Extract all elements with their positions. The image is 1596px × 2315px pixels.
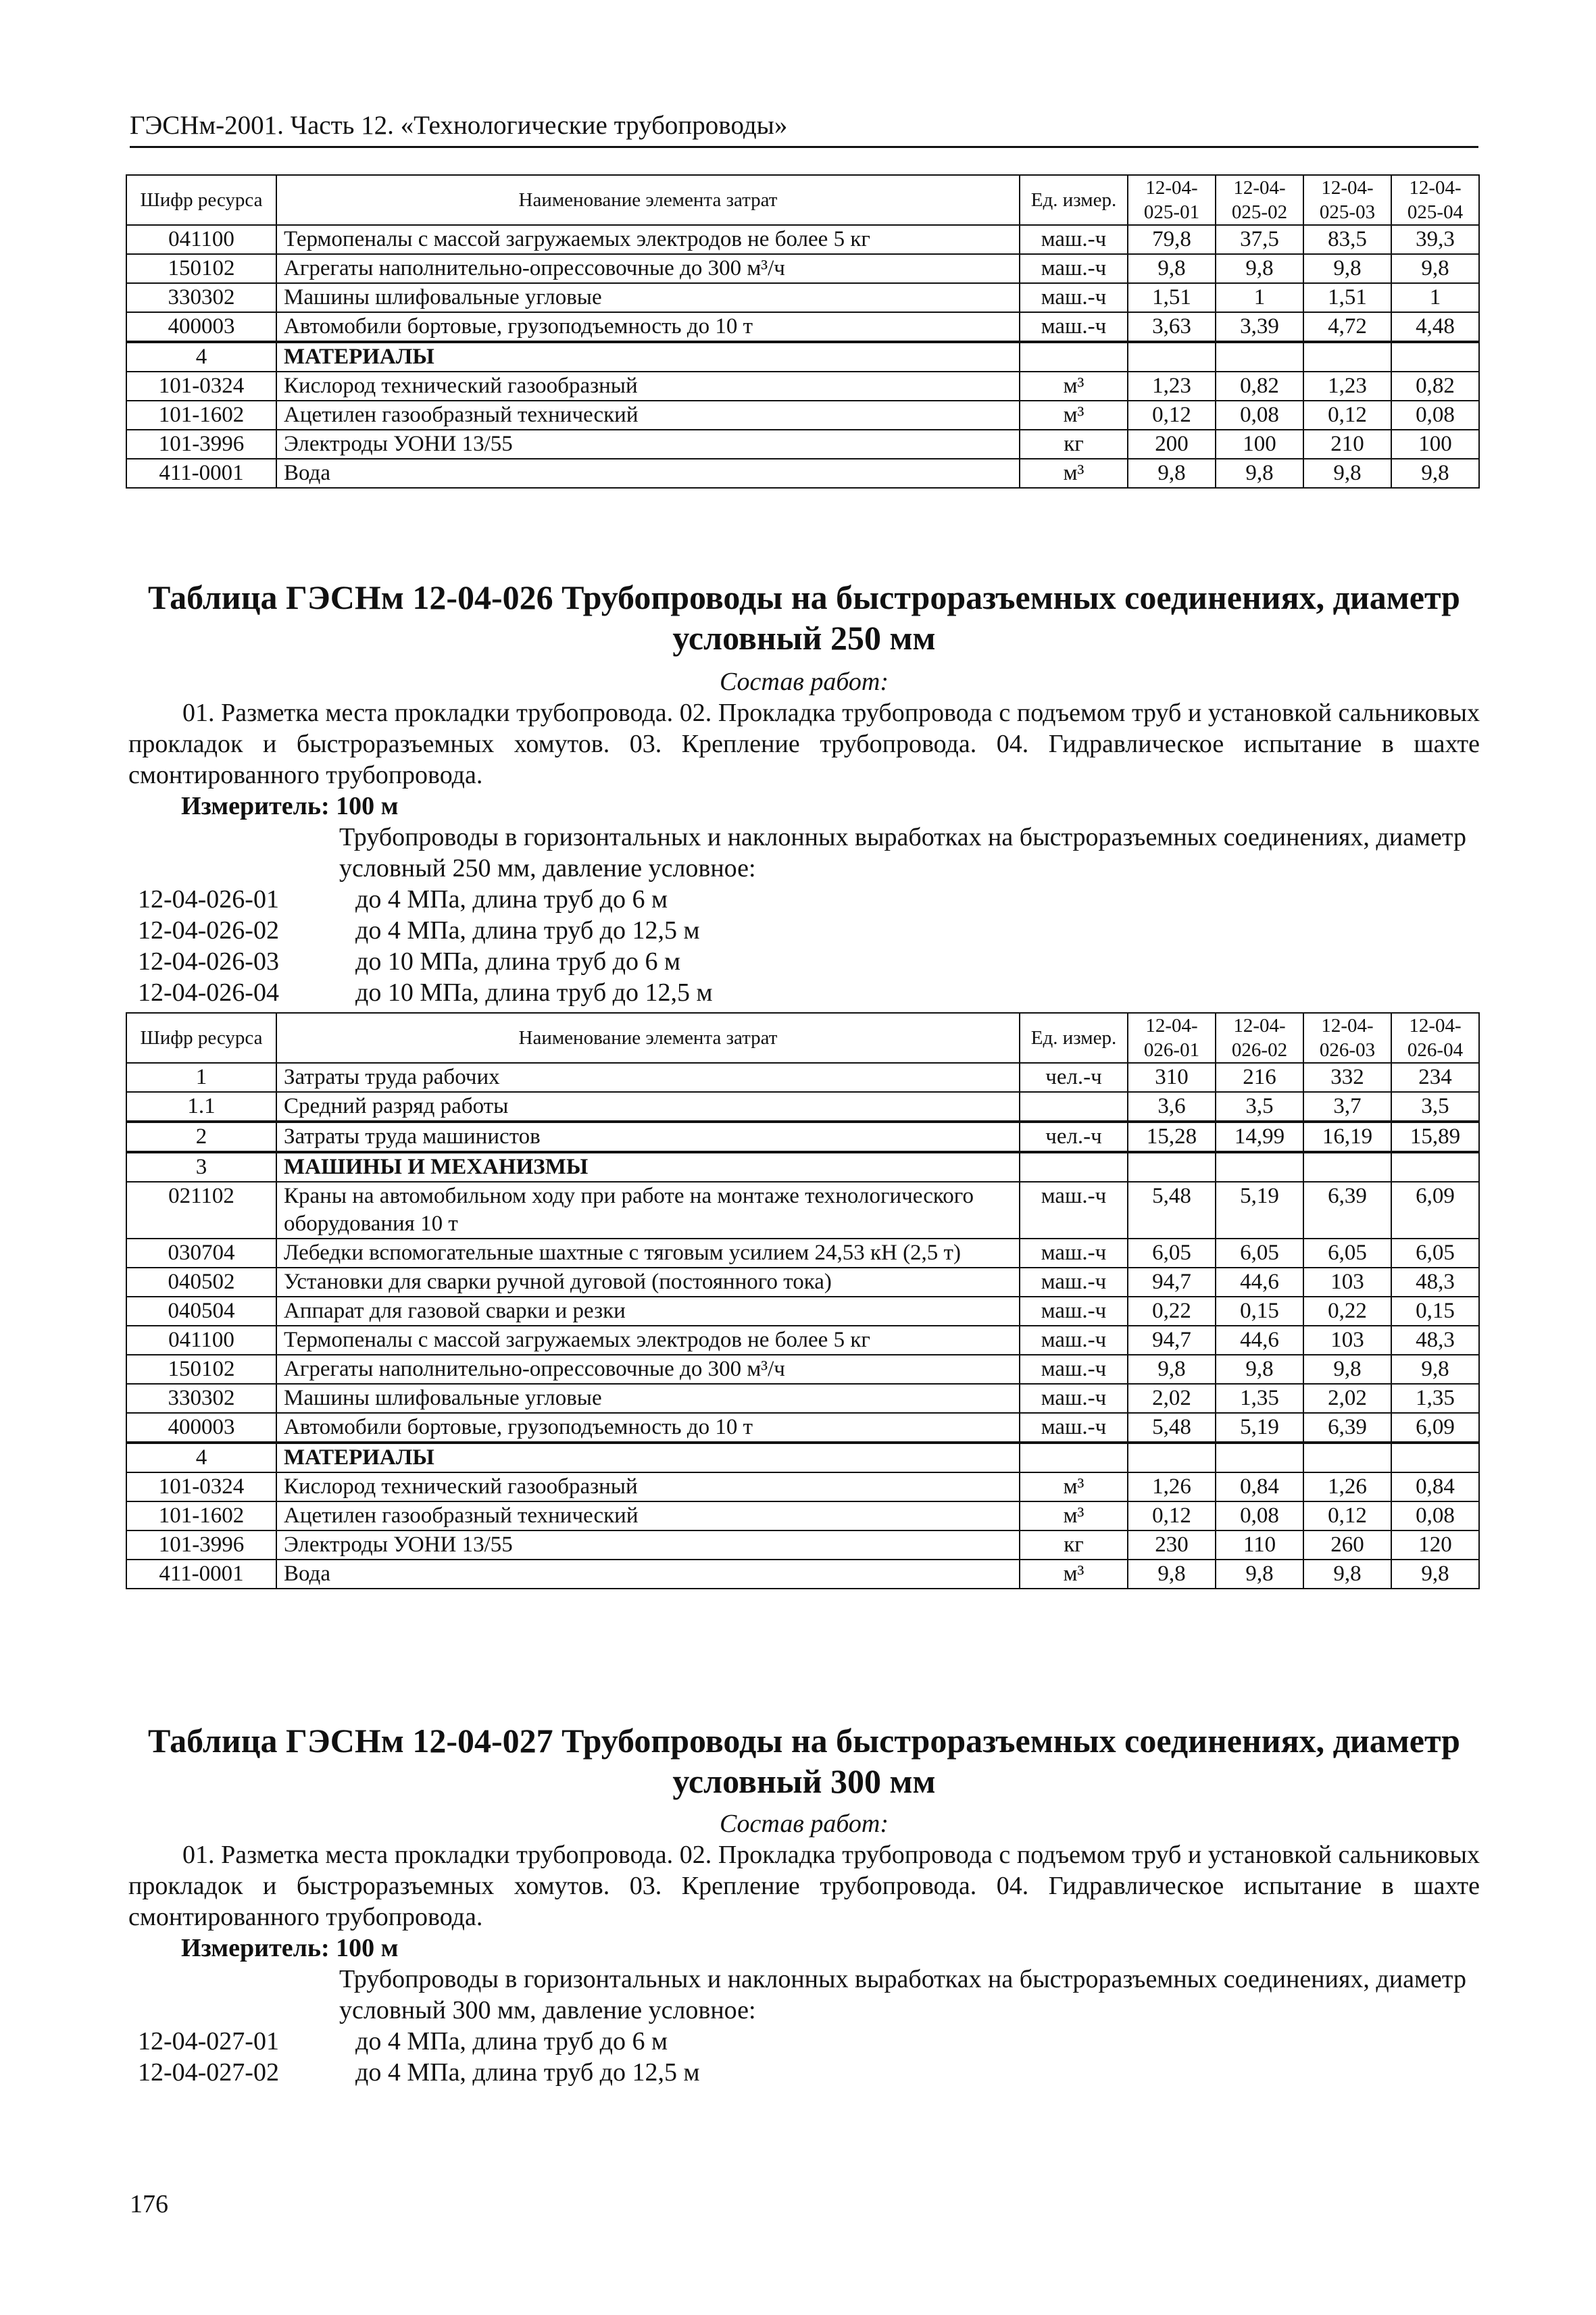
table-row [126, 1560, 1479, 1589]
table-header-row [126, 1013, 1479, 1063]
col-variant-header: 12-04-025-04 [1391, 175, 1479, 225]
resource-code: 021102 [126, 1182, 276, 1239]
norm-value: 9,8 [1128, 1560, 1216, 1589]
resource-unit: м³ [1020, 401, 1128, 430]
resource-name: Автомобили бортовые, грузоподъемность до 10 т [276, 1413, 1020, 1443]
norm-value: 0,22 [1303, 1297, 1391, 1326]
norm-value: 0,84 [1391, 1472, 1479, 1501]
variant-code: 12-04-026-03 [138, 947, 279, 976]
resource-code: 030704 [126, 1239, 276, 1268]
resource-unit: м³ [1020, 1472, 1128, 1501]
resource-name: Термопеналы с массой загружаемых электродов не более 5 кг [276, 225, 1020, 254]
group-code: 3 [126, 1152, 276, 1182]
table-row [126, 372, 1479, 401]
norm-value: 9,8 [1391, 1355, 1479, 1384]
variant-text: до 4 МПа, длина труб до 12,5 м [355, 2058, 700, 2087]
norm-value: 234 [1391, 1063, 1479, 1092]
resource-unit: маш.-ч [1020, 1384, 1128, 1413]
norm-value: 39,3 [1391, 225, 1479, 254]
resource-code: 330302 [126, 283, 276, 312]
resource-unit: маш.-ч [1020, 1297, 1128, 1326]
table-row [126, 430, 1479, 459]
norm-value: 1,35 [1216, 1384, 1303, 1413]
norm-value: 9,8 [1216, 459, 1303, 488]
norm-table-026 [126, 1012, 1480, 1589]
works-description: 01. Разметка места прокладки трубопровода. 02. Прокладка трубопровода с подъемом труб и установкой сальниковых прокладок и быстроразъемных хомутов. 03. Крепление трубопровода. 04. Гидравлическое испытание в шахте смонтированного трубопровода. [128, 1841, 1480, 1931]
norm-value: 0,12 [1128, 1501, 1216, 1530]
resource-unit: м³ [1020, 1501, 1128, 1530]
norm-value: 1,23 [1303, 372, 1391, 401]
norm-value: 0,12 [1128, 401, 1216, 430]
col-code-header: Шифр ресурса [126, 1013, 276, 1063]
norm-value: 15,28 [1128, 1122, 1216, 1152]
resource-unit: маш.-ч [1020, 225, 1128, 254]
resource-code: 2 [126, 1122, 276, 1152]
norm-value: 0,15 [1391, 1297, 1479, 1326]
variant-line [138, 915, 700, 946]
resource-code: 101-3996 [126, 1530, 276, 1560]
table-row [126, 1384, 1479, 1413]
norm-value: 0,82 [1216, 372, 1303, 401]
norm-value: 9,8 [1303, 254, 1391, 283]
norm-value: 9,8 [1216, 1560, 1303, 1589]
resource-code: 411-0001 [126, 459, 276, 488]
table-row [126, 1182, 1479, 1239]
resource-unit [1020, 1092, 1128, 1122]
works-caption: Состав работ: [719, 1810, 889, 1838]
norm-value: 3,39 [1216, 312, 1303, 342]
resource-name: Установки для сварки ручной дуговой (постоянного тока) [276, 1268, 1020, 1297]
variant-text: до 4 МПа, длина труб до 12,5 м [355, 916, 700, 945]
norm-value: 1,51 [1128, 283, 1216, 312]
resource-name: Агрегаты наполнительно-опрессовочные до 300 м³/ч [276, 254, 1020, 283]
section-title-026 [128, 577, 1480, 658]
norm-value: 0,12 [1303, 401, 1391, 430]
norm-value: 6,05 [1216, 1239, 1303, 1268]
group-title: МАШИНЫ И МЕХАНИЗМЫ [276, 1152, 1020, 1182]
resource-code: 411-0001 [126, 1560, 276, 1589]
resource-unit: маш.-ч [1020, 1239, 1128, 1268]
section-title-line: Таблица ГЭСНм 12-04-027 Трубопроводы на быстроразъемных соединениях, диаметр [148, 1722, 1460, 1760]
norm-value: 0,08 [1391, 1501, 1479, 1530]
measure-unit: Измеритель: 100 м [181, 792, 399, 820]
col-variant-header: 12-04-025-03 [1303, 175, 1391, 225]
norm-value: 3,63 [1128, 312, 1216, 342]
table-row [126, 1063, 1479, 1092]
norm-value: 110 [1216, 1530, 1303, 1560]
norm-value: 6,05 [1128, 1239, 1216, 1268]
norm-value: 0,15 [1216, 1297, 1303, 1326]
table-row [126, 1092, 1479, 1122]
resource-name: Автомобили бортовые, грузоподъемность до 10 т [276, 312, 1020, 342]
norm-value: 210 [1303, 430, 1391, 459]
measure-unit: Измеритель: 100 м [181, 1934, 399, 1962]
norm-value: 2,02 [1128, 1384, 1216, 1413]
resource-name: Машины шлифовальные угловые [276, 283, 1020, 312]
norm-value: 5,48 [1128, 1413, 1216, 1443]
col-variant-header: 12-04-025-01 [1128, 175, 1216, 225]
resource-code: 1 [126, 1063, 276, 1092]
norm-value: 44,6 [1216, 1326, 1303, 1355]
section-title-line: условный 250 мм [672, 619, 936, 657]
resource-code: 1.1 [126, 1092, 276, 1122]
resource-code: 400003 [126, 1413, 276, 1443]
norm-value: 0,22 [1128, 1297, 1216, 1326]
norm-value: 332 [1303, 1063, 1391, 1092]
table-row [126, 401, 1479, 430]
norm-value: 9,8 [1216, 1355, 1303, 1384]
variant-line [138, 2026, 668, 2057]
norm-value: 0,82 [1391, 372, 1479, 401]
table-row [126, 1355, 1479, 1384]
norm-value: 16,19 [1303, 1122, 1391, 1152]
col-variant-header: 12-04-025-02 [1216, 175, 1303, 225]
col-variant-header: 12-04-026-03 [1303, 1013, 1391, 1063]
norm-value: 1,26 [1128, 1472, 1216, 1501]
norm-value: 1,35 [1391, 1384, 1479, 1413]
resource-code: 150102 [126, 254, 276, 283]
resource-name: Кислород технический газообразный [276, 372, 1020, 401]
norm-value: 5,19 [1216, 1182, 1303, 1239]
norm-value: 216 [1216, 1063, 1303, 1092]
col-variant-header: 12-04-026-04 [1391, 1013, 1479, 1063]
group-code: 4 [126, 1443, 276, 1472]
table-row [126, 225, 1479, 254]
norm-value: 1 [1391, 283, 1479, 312]
resource-unit: маш.-ч [1020, 1268, 1128, 1297]
norm-value: 1 [1216, 283, 1303, 312]
resource-name: Затраты труда машинистов [276, 1122, 1020, 1152]
resource-code: 041100 [126, 1326, 276, 1355]
norm-value: 9,8 [1216, 254, 1303, 283]
variant-text: до 10 МПа, длина труб до 6 м [355, 947, 681, 976]
norm-value: 14,99 [1216, 1122, 1303, 1152]
norm-value: 3,5 [1216, 1092, 1303, 1122]
variant-line [138, 946, 680, 977]
variant-text: до 10 МПа, длина труб до 12,5 м [355, 978, 713, 1007]
resource-name: Вода [276, 1560, 1020, 1589]
norm-value: 9,8 [1391, 1560, 1479, 1589]
table-row [126, 312, 1479, 342]
resource-unit: маш.-ч [1020, 283, 1128, 312]
norm-value: 9,8 [1128, 254, 1216, 283]
resource-unit: маш.-ч [1020, 1182, 1128, 1239]
norm-value: 103 [1303, 1326, 1391, 1355]
norm-value: 3,7 [1303, 1092, 1391, 1122]
norm-value: 6,05 [1391, 1239, 1479, 1268]
norm-value: 5,19 [1216, 1413, 1303, 1443]
norm-table-025 [126, 174, 1480, 489]
norm-value: 48,3 [1391, 1268, 1479, 1297]
norm-value: 1,26 [1303, 1472, 1391, 1501]
variant-code: 12-04-026-04 [138, 978, 279, 1007]
table-row [126, 1413, 1479, 1443]
norm-value: 0,12 [1303, 1501, 1391, 1530]
norm-value: 260 [1303, 1530, 1391, 1560]
resource-code: 101-0324 [126, 1472, 276, 1501]
resource-code: 101-1602 [126, 1501, 276, 1530]
norm-value: 15,89 [1391, 1122, 1479, 1152]
table-header-row [126, 175, 1479, 225]
variant-code: 12-04-026-02 [138, 916, 279, 945]
resource-code: 330302 [126, 1384, 276, 1413]
variant-code: 12-04-026-01 [138, 885, 279, 914]
page-number: 176 [130, 2190, 168, 2218]
norm-value: 2,02 [1303, 1384, 1391, 1413]
group-title: МАТЕРИАЛЫ [276, 1443, 1020, 1472]
norm-value: 0,84 [1216, 1472, 1303, 1501]
resource-unit: кг [1020, 1530, 1128, 1560]
table-row [126, 1239, 1479, 1268]
variant-line [138, 2057, 700, 2088]
norm-value: 83,5 [1303, 225, 1391, 254]
norm-value: 230 [1128, 1530, 1216, 1560]
col-unit-header: Ед. измер. [1020, 1013, 1128, 1063]
variant-line [138, 977, 713, 1008]
norm-value: 1,23 [1128, 372, 1216, 401]
resource-name: Термопеналы с массой загружаемых электродов не более 5 кг [276, 1326, 1020, 1355]
norm-value: 3,6 [1128, 1092, 1216, 1122]
norm-value: 94,7 [1128, 1326, 1216, 1355]
norm-value: 48,3 [1391, 1326, 1479, 1355]
variant-code: 12-04-027-01 [138, 2027, 279, 2056]
resource-name: Вода [276, 459, 1020, 488]
group-row-materials [126, 342, 1479, 372]
norm-value: 37,5 [1216, 225, 1303, 254]
variant-text: до 4 МПа, длина труб до 6 м [355, 885, 668, 914]
resource-unit: м³ [1020, 459, 1128, 488]
norm-value: 9,8 [1303, 1560, 1391, 1589]
group-row-machinists [126, 1122, 1479, 1152]
resource-name: Краны на автомобильном ходу при работе на монтаже технологического оборудования 10 т [276, 1182, 1020, 1239]
resource-code: 400003 [126, 312, 276, 342]
norm-value: 310 [1128, 1063, 1216, 1092]
variant-line [138, 884, 668, 915]
col-variant-header: 12-04-026-01 [1128, 1013, 1216, 1063]
norm-value: 9,8 [1303, 1355, 1391, 1384]
resource-unit: маш.-ч [1020, 1413, 1128, 1443]
resource-name: Средний разряд работы [276, 1092, 1020, 1122]
resource-code: 040504 [126, 1297, 276, 1326]
resource-unit: маш.-ч [1020, 312, 1128, 342]
resource-code: 101-3996 [126, 430, 276, 459]
norm-value: 4,48 [1391, 312, 1479, 342]
norm-value: 9,8 [1303, 459, 1391, 488]
running-header: ГЭСНм-2001. Часть 12. «Технологические трубопроводы» [130, 108, 1478, 148]
col-variant-header: 12-04-026-02 [1216, 1013, 1303, 1063]
resource-name: Ацетилен газообразный технический [276, 1501, 1020, 1530]
resource-name: Электроды УОНИ 13/55 [276, 430, 1020, 459]
norm-value: 9,8 [1391, 459, 1479, 488]
works-caption: Состав работ: [719, 668, 889, 696]
resource-unit: м³ [1020, 372, 1128, 401]
variant-code: 12-04-027-02 [138, 2058, 279, 2087]
section-title-line: Таблица ГЭСНм 12-04-026 Трубопроводы на быстроразъемных соединениях, диаметр [148, 578, 1460, 616]
norm-value: 94,7 [1128, 1268, 1216, 1297]
norm-value: 5,48 [1128, 1182, 1216, 1239]
resource-name: Машины шлифовальные угловые [276, 1384, 1020, 1413]
norm-value: 44,6 [1216, 1268, 1303, 1297]
resource-name: Электроды УОНИ 13/55 [276, 1530, 1020, 1560]
table-row [126, 1268, 1479, 1297]
group-row-machines [126, 1152, 1479, 1182]
table-row [126, 459, 1479, 488]
table-row [126, 1501, 1479, 1530]
norm-value: 9,8 [1391, 254, 1479, 283]
section-title-027 [128, 1720, 1480, 1801]
norm-value: 0,08 [1216, 1501, 1303, 1530]
norm-value: 6,39 [1303, 1413, 1391, 1443]
resource-code: 041100 [126, 225, 276, 254]
resource-unit: кг [1020, 430, 1128, 459]
table-row [126, 1530, 1479, 1560]
resource-name: Аппарат для газовой сварки и резки [276, 1297, 1020, 1326]
norm-value: 9,8 [1128, 1355, 1216, 1384]
table-row [126, 1326, 1479, 1355]
resource-unit: маш.-ч [1020, 254, 1128, 283]
norm-value: 79,8 [1128, 225, 1216, 254]
group-title: МАТЕРИАЛЫ [276, 342, 1020, 372]
variant-description: Трубопроводы в горизонтальных и наклонных выработках на быстроразъемных соединениях, диаметр условный 250 мм, давление условное: [339, 823, 1466, 882]
norm-value: 6,09 [1391, 1413, 1479, 1443]
norm-value: 103 [1303, 1268, 1391, 1297]
resource-code: 150102 [126, 1355, 276, 1384]
resource-unit: чел.-ч [1020, 1122, 1128, 1152]
norm-value: 200 [1128, 430, 1216, 459]
norm-value: 6,39 [1303, 1182, 1391, 1239]
resource-code: 040502 [126, 1268, 276, 1297]
norm-value: 120 [1391, 1530, 1479, 1560]
norm-value: 9,8 [1128, 459, 1216, 488]
resource-code: 101-1602 [126, 401, 276, 430]
col-unit-header: Ед. измер. [1020, 175, 1128, 225]
col-name-header: Наименование элемента затрат [276, 175, 1020, 225]
norm-value: 6,05 [1303, 1239, 1391, 1268]
norm-value: 1,51 [1303, 283, 1391, 312]
resource-name: Затраты труда рабочих [276, 1063, 1020, 1092]
table-row [126, 1472, 1479, 1501]
norm-value: 100 [1391, 430, 1479, 459]
norm-value: 6,09 [1391, 1182, 1479, 1239]
norm-value: 0,08 [1391, 401, 1479, 430]
works-description: 01. Разметка места прокладки трубопровода. 02. Прокладка трубопровода с подъемом труб и установкой сальниковых прокладок и быстроразъемных хомутов. 03. Крепление трубопровода. 04. Гидравлическое испытание в шахте смонтированного трубопровода. [128, 699, 1480, 789]
resource-unit: маш.-ч [1020, 1326, 1128, 1355]
table-row [126, 1297, 1479, 1326]
variant-description: Трубопроводы в горизонтальных и наклонных выработках на быстроразъемных соединениях, диаметр условный 300 мм, давление условное: [339, 1965, 1466, 2024]
col-code-header: Шифр ресурса [126, 175, 276, 225]
norm-value: 0,08 [1216, 401, 1303, 430]
group-code: 4 [126, 342, 276, 372]
col-name-header: Наименование элемента затрат [276, 1013, 1020, 1063]
resource-unit: чел.-ч [1020, 1063, 1128, 1092]
norm-value: 100 [1216, 430, 1303, 459]
resource-name: Ацетилен газообразный технический [276, 401, 1020, 430]
resource-name: Кислород технический газообразный [276, 1472, 1020, 1501]
resource-unit: маш.-ч [1020, 1355, 1128, 1384]
resource-name: Лебедки вспомогательные шахтные с тяговым усилием 24,53 кН (2,5 т) [276, 1239, 1020, 1268]
resource-unit: м³ [1020, 1560, 1128, 1589]
resource-code: 101-0324 [126, 372, 276, 401]
norm-value: 4,72 [1303, 312, 1391, 342]
resource-name: Агрегаты наполнительно-опрессовочные до 300 м³/ч [276, 1355, 1020, 1384]
norm-value: 3,5 [1391, 1092, 1479, 1122]
section-title-line: условный 300 мм [672, 1762, 936, 1800]
group-row-materials [126, 1443, 1479, 1472]
table-row [126, 283, 1479, 312]
table-row [126, 254, 1479, 283]
variant-text: до 4 МПа, длина труб до 6 м [355, 2027, 668, 2056]
